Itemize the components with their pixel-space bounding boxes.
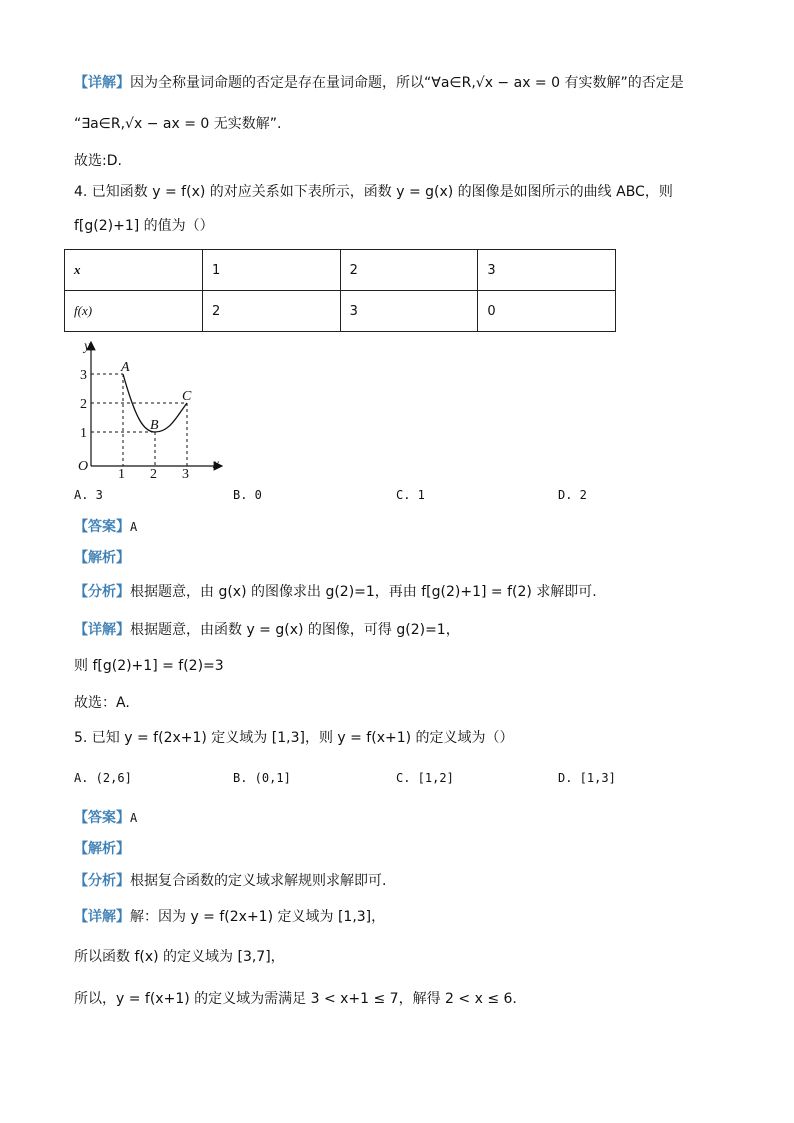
detail-line-1 (74, 73, 684, 93)
analysis-tag: 【解析】 (74, 841, 130, 857)
xiangjie-text: 解：因为 y = f(2x+1) 定义域为 [1,3]， (130, 909, 386, 925)
table-cell: f(x) (65, 291, 203, 332)
q4-xiangjie-line (74, 620, 460, 640)
origin-label: O (78, 459, 89, 474)
q5-xiangjie-line (74, 907, 385, 927)
q4-analysis-tag-line (74, 548, 130, 568)
table-cell: 3 (478, 250, 616, 291)
x-tick-3: 3 (182, 467, 189, 478)
q5-analysis-tag-line (74, 839, 130, 859)
q4-option-a: A. 3 (74, 488, 103, 502)
table-cell: 2 (203, 291, 341, 332)
q5-option-d: D. [1,3] (558, 771, 616, 785)
table-cell: 2 (340, 250, 478, 291)
detail-line-2: “∃a∈R,√x − ax = 0 无实数解”. (74, 116, 282, 132)
q4-option-b: B. 0 (233, 488, 262, 502)
x-axis-label: x (213, 457, 220, 472)
q5-option-a: A. (2,6] (74, 771, 132, 785)
point-a-label: A (121, 360, 130, 375)
xiangjie-tag: 【详解】 (74, 909, 130, 925)
fenxi-text: 根据复合函数的定义域求解规则求解即可. (130, 873, 387, 889)
answer-tag: 【答案】 (74, 810, 130, 826)
table-cell: 1 (203, 250, 341, 291)
answer-tag: 【答案】 (74, 519, 130, 535)
q5-answer-line (74, 808, 137, 828)
y-tick-3: 3 (80, 368, 87, 383)
q4-then-line: 则 f[g(2)+1] = f(2)=3 (74, 658, 224, 674)
q4-stem-line-2: f[g(2)+1] 的值为（） (74, 218, 214, 234)
q5-fenxi-line (74, 871, 386, 891)
xiangjie-tag: 【详解】 (74, 622, 130, 638)
q5-stem: 5. 已知 y = f(2x+1) 定义域为 [1,3]，则 y = f(x+1) 的定义域为（） (74, 730, 514, 746)
q5-option-b: B. (0,1] (233, 771, 291, 785)
y-tick-2: 2 (80, 397, 87, 412)
q4-fenxi-line (74, 582, 597, 602)
x-tick-1: 1 (118, 467, 125, 478)
q5-line-2: 所以函数 f(x) 的定义域为 [3,7]， (74, 949, 285, 965)
fenxi-text: 根据题意，由 g(x) 的图像求出 g(2)=1，再由 f[g(2)+1] = f(2) 求解即可. (130, 584, 597, 600)
table-cell: 0 (478, 291, 616, 332)
q4-choose-line: 故选：A. (74, 695, 130, 711)
x-tick-2: 2 (150, 467, 157, 478)
q4-option-d: D. 2 (558, 488, 587, 502)
detail-tag: 【详解】 (74, 75, 130, 91)
q4-answer-line (74, 517, 137, 537)
fenxi-tag: 【分析】 (74, 873, 130, 889)
choose-line-prev: 故选:D. (74, 153, 122, 169)
function-table (64, 249, 616, 332)
table-cell: x (65, 250, 203, 291)
answer-value: A (130, 811, 138, 825)
table-row (65, 291, 616, 332)
point-b-label: B (150, 418, 159, 433)
q4-option-c: C. 1 (396, 488, 425, 502)
point-c-label: C (182, 389, 192, 404)
y-axis-label: y (84, 339, 91, 354)
analysis-tag: 【解析】 (74, 550, 130, 566)
xiangjie-text: 根据题意，由函数 y = g(x) 的图像，可得 g(2)=1， (130, 622, 460, 638)
fenxi-tag: 【分析】 (74, 584, 130, 600)
table-row (65, 250, 616, 291)
detail-text: 因为全称量词命题的否定是存在量词命题，所以“∀a∈R,√x − ax = 0 有实数解”的否定是 (130, 75, 684, 91)
table-cell: 3 (340, 291, 478, 332)
q4-stem-line-1: 4. 已知函数 y = f(x) 的对应关系如下表所示，函数 y = g(x) 的图像是如图所示的曲线 ABC，则 (74, 184, 673, 200)
g-graph (64, 338, 234, 478)
q5-option-c: C. [1,2] (396, 771, 454, 785)
q5-line-3: 所以，y = f(x+1) 的定义域为需满足 3 < x+1 ≤ 7，解得 2 < x ≤ 6. (74, 991, 517, 1007)
answer-value: A (130, 520, 138, 534)
y-tick-1: 1 (80, 426, 87, 441)
